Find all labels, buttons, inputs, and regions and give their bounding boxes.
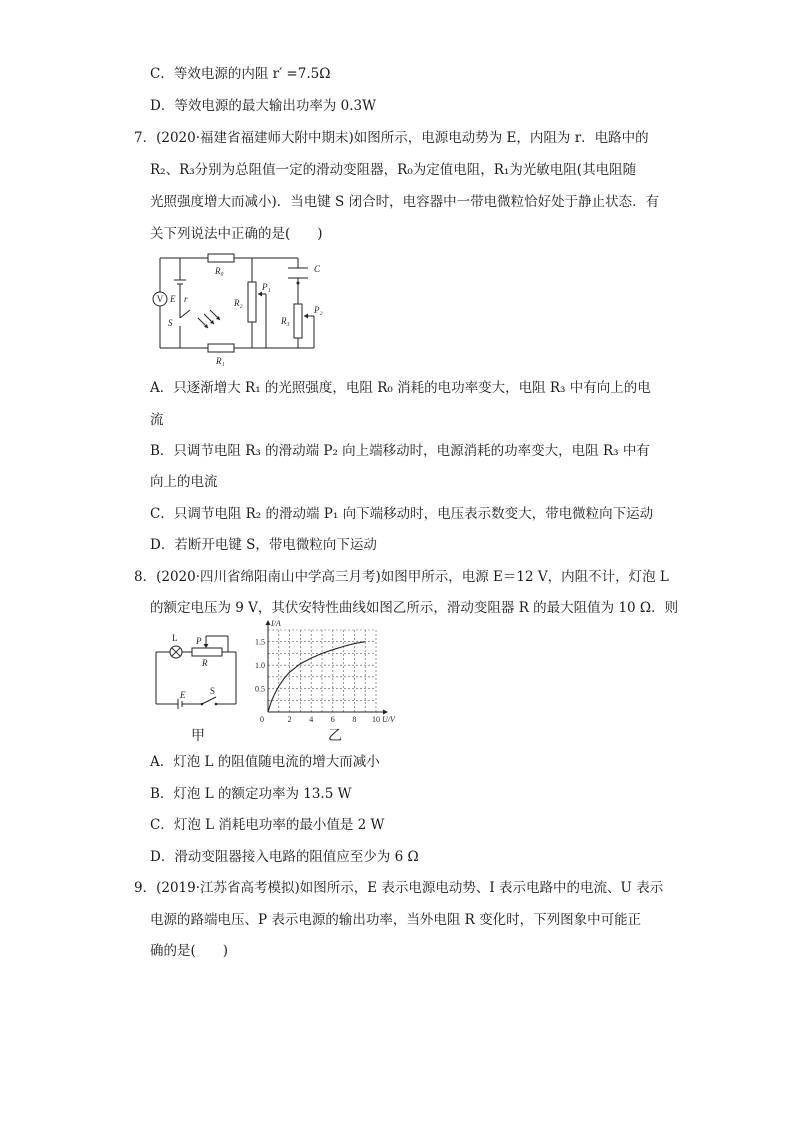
fig-yi-caption: 乙 [328, 729, 342, 744]
origin-label: 0 [260, 715, 264, 724]
q6-option-d: D．等效电源的最大输出功率为 0.3W [150, 98, 376, 114]
fig7-label-p2: P₂ [314, 305, 323, 315]
x-tick-label: 10 [372, 715, 380, 724]
y-tick-label: 0.5 [255, 684, 265, 694]
q8-iu-chart [250, 620, 410, 744]
fig7-voltmeter-label: V [156, 294, 164, 304]
q7-option-d: D．若断开电键 S，带电微粒向下运动 [150, 537, 377, 553]
q7-stem-line-2: R₂、R₃分别为总阻值一定的滑动变阻器，R₀为定值电阻，R₁为光敏电阻(其电阻随 [150, 162, 637, 178]
q8-stem-line-2: 的额定电压为 9 V，其伏安特性曲线如图乙所示，滑动变阻器 R 的最大阻值为 10 Ω．则 [150, 600, 679, 616]
q7-option-b-line-1: B．只调节电阻 R₃ 的滑动端 P₂ 向上端移动时，电源消耗的功率变大，电阻 R₃ 中有 [150, 443, 650, 459]
q8-stem-line-1: 8．(2020·四川省绵阳南山中学高三月考)如图甲所示，电源 E＝12 V，内阻不计，灯泡 L [134, 569, 669, 585]
y-axis-label: I/A [271, 620, 281, 628]
q8-option-a: A．灯泡 L 的阻值随电流的增大而减小 [150, 754, 380, 770]
y-tick-label: 1.0 [255, 661, 265, 671]
fig7-label-c: C [314, 264, 321, 274]
x-tick-label: 8 [352, 715, 357, 724]
fig8-label-r: R [202, 658, 208, 668]
q6-option-c: C．等效电源的内阻 r′ =7.5Ω [150, 66, 331, 82]
q9-stem-line-3: 确的是( ) [150, 943, 229, 959]
x-tick-label: 2 [287, 715, 292, 724]
fig-jia-caption: 甲 [191, 729, 205, 744]
q7-stem-line-1: 7．(2020·福建省福建师大附中期末)如图所示，电源电动势为 E，内阻为 r．电路中的 [134, 130, 649, 146]
q8-circuit-diagram [150, 628, 250, 744]
fig7-label-p1: P₁ [262, 282, 271, 292]
q7-circuit-diagram [150, 252, 330, 372]
fig7-label-r2: R₂ [234, 298, 243, 308]
fig8-label-l: L [172, 633, 178, 643]
x-tick-label: 4 [309, 715, 314, 724]
q7-stem-line-4: 关下列说法中正确的是( ) [150, 226, 323, 242]
q7-stem-line-3: 光照强度增大而减小)．当电键 S 闭合时，电容器中一带电微粒恰好处于静止状态．有 [150, 194, 660, 210]
x-axis-label: U/V [382, 715, 395, 724]
x-tick-label: 6 [330, 715, 335, 724]
q7-option-c: C．只调节电阻 R₂ 的滑动端 P₁ 向下端移动时，电压表示数变大，带电微粒向下运动 [150, 506, 654, 522]
fig7-label-r1: R₁ [216, 356, 225, 366]
q7-option-a-line-2: 流 [150, 412, 164, 428]
y-axis-arrow [266, 620, 271, 625]
fig8-label-e: E [180, 690, 186, 700]
x-axis-arrow [383, 710, 388, 715]
fig7-label-s: S [168, 318, 173, 328]
fig7-label-r3: R₃ [281, 316, 290, 326]
y-tick-label: 1.5 [255, 637, 265, 647]
q8-option-c: C．灯泡 L 消耗电功率的最小值是 2 W [150, 817, 385, 833]
fig7-label-r: r [184, 294, 188, 304]
q7-option-b-line-2: 向上的电流 [150, 474, 218, 490]
q7-option-a-line-1: A．只逐渐增大 R₁ 的光照强度，电阻 R₀ 消耗的电功率变大，电阻 R₃ 中有向上的电 [150, 380, 651, 396]
fig8-label-p: P [196, 636, 202, 646]
q8-option-d: D．滑动变阻器接入电路的阻值应至少为 6 Ω [150, 849, 419, 865]
fig8-label-s: S [210, 686, 216, 696]
q8-option-b: B．灯泡 L 的额定功率为 13.5 W [150, 786, 352, 802]
q9-stem-line-1: 9．(2019·江苏省高考模拟)如图所示，E 表示电源电动势、I 表示电路中的电流、U 表示 [134, 880, 664, 896]
fig7-label-r0: R₀ [215, 266, 224, 276]
q9-stem-line-2: 电源的路端电压、P 表示电源的输出功率，当外电阻 R 变化时，下列图象中可能正 [150, 912, 642, 928]
fig7-label-e: E [170, 294, 176, 304]
